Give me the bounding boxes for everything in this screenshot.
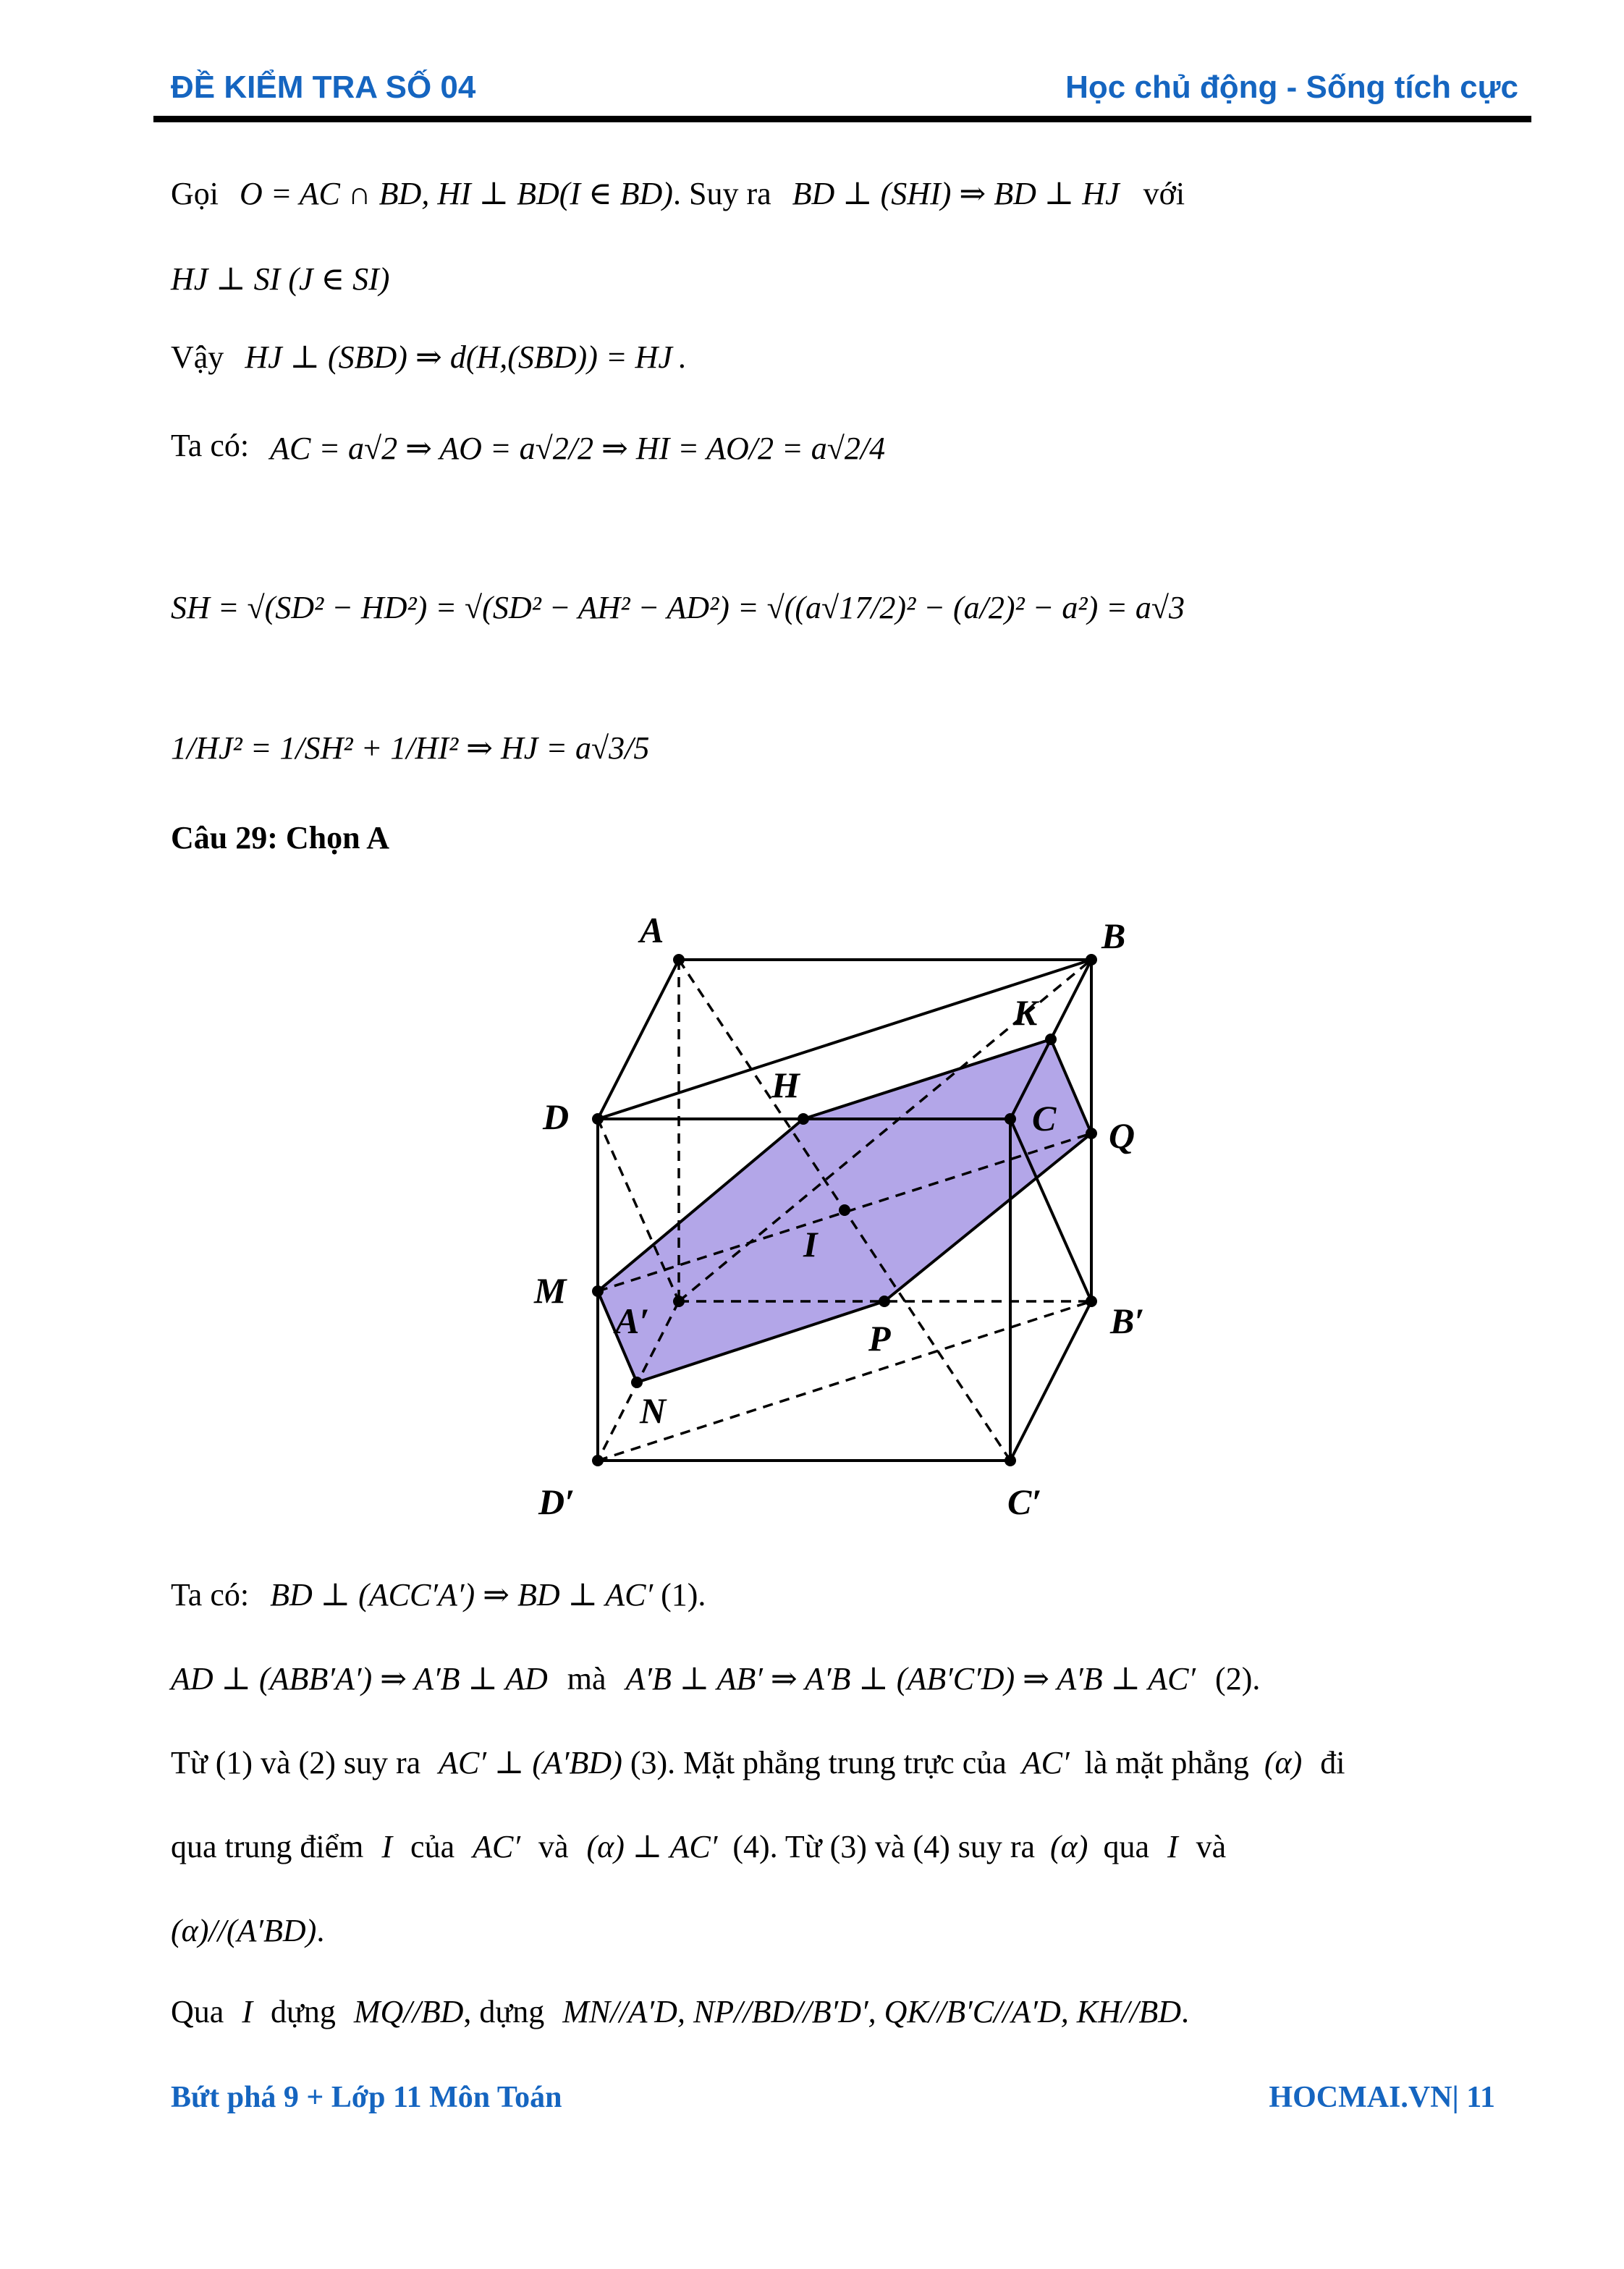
text: Ta có: <box>171 428 250 463</box>
math: MN//A′D, NP//BD//B′D′, QK//B′C//A′D, KH//BD <box>562 1994 1181 2029</box>
text-line-p1 <box>171 1573 706 1617</box>
text-line-p5 <box>171 1909 324 1953</box>
text: Vậy <box>171 339 224 375</box>
math: AC′ <box>1021 1745 1070 1780</box>
text: . <box>677 339 686 375</box>
footer-course: Bứt phá 9 + Lớp 11 Môn Toán <box>171 2081 562 2114</box>
math: AC′ ⊥ (A′BD) <box>439 1745 622 1780</box>
label-C-prime: C′ <box>1007 1482 1042 1522</box>
label-N: N <box>640 1390 667 1431</box>
math: A′B ⊥ AB′ ⇒ A′B ⊥ (AB′C′D) ⇒ A′B ⊥ AC′ <box>625 1661 1196 1697</box>
text: Từ (1) và (2) suy ra <box>171 1745 421 1780</box>
math: 1/HJ² = 1/SH² + 1/HI² ⇒ HJ = a√3/5 <box>171 730 650 766</box>
text: (3). Mặt phẳng trung trực của <box>630 1745 1007 1780</box>
math: I <box>1167 1829 1178 1864</box>
math: AC′ <box>473 1829 520 1864</box>
text: , dựng <box>463 1994 545 2029</box>
text: (1). <box>661 1577 706 1613</box>
text: (4). Từ (3) và (4) suy ra <box>732 1829 1036 1864</box>
footer-page: HOCMAI.VN| 11 <box>1269 2081 1495 2114</box>
header-title: ĐỀ KIỂM TRA SỐ 04 <box>171 69 476 105</box>
text: và <box>1196 1829 1227 1864</box>
label-D-prime: D′ <box>538 1482 575 1522</box>
label-A-prime: A′ <box>615 1301 650 1341</box>
text: (2). <box>1215 1661 1261 1697</box>
math: BD ⊥ (ACC′A′) ⇒ BD ⊥ AC′ <box>270 1577 654 1613</box>
label-K: K <box>1013 992 1038 1033</box>
text: qua trung điểm <box>171 1829 364 1864</box>
math: (α)//(A′BD) <box>171 1913 317 1948</box>
text: của <box>410 1829 455 1864</box>
label-D: D <box>543 1097 570 1137</box>
label-H: H <box>771 1065 800 1105</box>
label-P: P <box>868 1318 891 1359</box>
label-C: C <box>1032 1098 1057 1138</box>
math: (α) <box>1050 1829 1088 1864</box>
text: dựng <box>270 1994 336 2029</box>
text: Qua <box>171 1994 224 2029</box>
text-line-p2 <box>171 1657 1260 1701</box>
math: MQ//BD <box>353 1994 464 2029</box>
math: I <box>242 1994 253 2029</box>
text: với <box>1143 176 1185 211</box>
label-B-prime: B′ <box>1110 1301 1145 1341</box>
text-line-p3 <box>171 1741 1345 1785</box>
text: . <box>1181 1994 1189 2029</box>
math: BD ⊥ (SHI) ⇒ BD ⊥ HJ <box>792 176 1120 211</box>
text: và <box>538 1829 569 1864</box>
text: mà <box>567 1661 606 1697</box>
label-Q: Q <box>1109 1115 1135 1156</box>
math: (α) ⊥ AC′ <box>586 1829 718 1864</box>
text-line-p6 <box>171 1990 1189 2034</box>
text: là mặt phẳng <box>1084 1745 1249 1780</box>
math: HJ ⊥ SI (J ∈ SI) <box>171 261 390 297</box>
math: I <box>381 1829 393 1864</box>
math: HJ ⊥ (SBD) ⇒ d(H,(SBD)) = HJ <box>245 339 672 375</box>
math: (α) <box>1264 1745 1303 1780</box>
question-heading: Câu 29: Chọn A <box>171 820 389 855</box>
text: đi <box>1320 1745 1345 1780</box>
label-B: B <box>1101 916 1126 956</box>
header-slogan: Học chủ động - Sống tích cực <box>1065 69 1518 105</box>
text: . Suy ra <box>672 176 771 211</box>
math: O = AC ∩ BD, HI ⊥ BD(I ∈ BD) <box>240 176 673 211</box>
label-M: M <box>534 1270 567 1311</box>
math: SH = √(SD² − HD²) = √(SD² − AH² − AD²) = √((a√17/2)² − (a/2)² − a²) = a√3 <box>171 590 1185 625</box>
text: qua <box>1103 1829 1149 1864</box>
text: Gọi <box>171 176 219 211</box>
math: AD ⊥ (ABB′A′) ⇒ A′B ⊥ AD <box>171 1661 548 1697</box>
text: Ta có: <box>171 1577 250 1613</box>
text-line-p4 <box>171 1825 1226 1869</box>
label-I: I <box>803 1224 818 1264</box>
math: AC = a√2 ⇒ AO = a√2/2 ⇒ HI = AO/2 = a√2/4 <box>270 431 886 466</box>
label-A: A <box>640 910 664 950</box>
text: . <box>316 1913 325 1948</box>
